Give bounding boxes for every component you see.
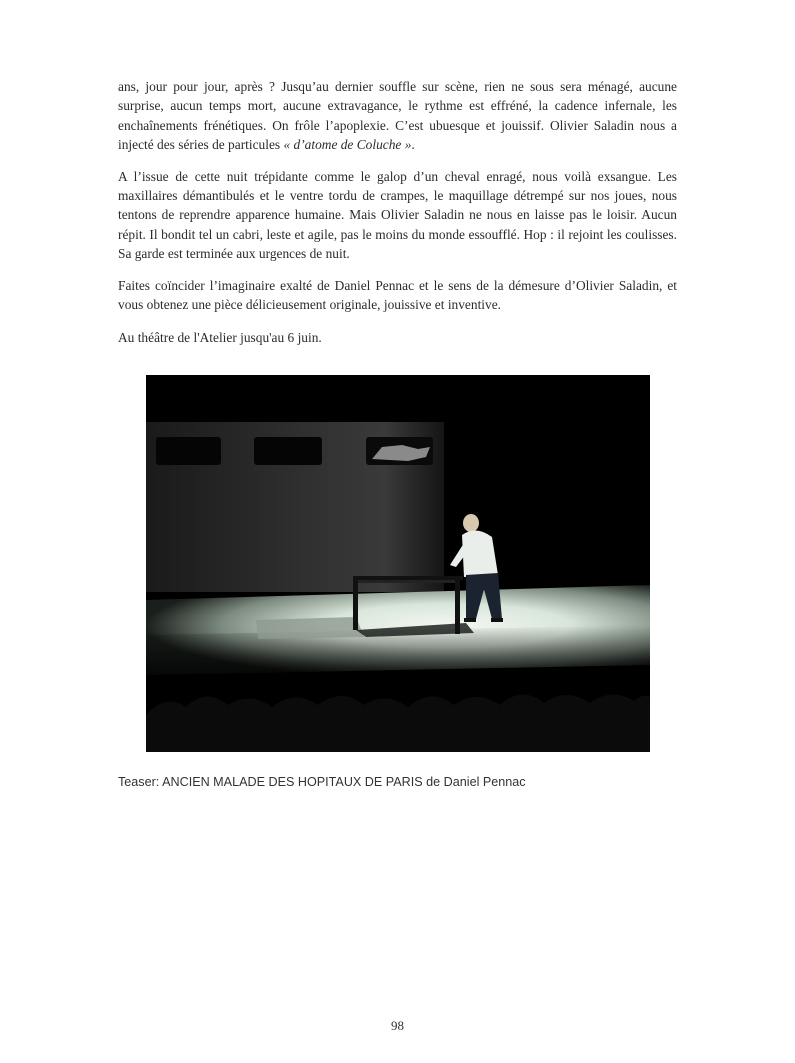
paragraph-2: A l’issue de cette nuit trépidante comme le galop d’un cheval enragé, nous voilà exsangue. Les maxillaires démantibulés et le ventre tordu de crampes, le maquillage détrempé sur nos joues, nous tentons de reprendre apparence humaine. Mais Olivier Saladin ne nous en laisse pas le loisir. Aucun répit. Il bondit tel un cabri, leste et agile, pas le moins du monde essoufflé. Hop : il rejoint les coulisses. Sa garde est terminée aux urgences de nuit.: [118, 168, 677, 262]
coluche-quote: « d’atome de Coluche »: [283, 137, 412, 153]
paragraph-1-text: ans, jour pour jour, après ? Jusqu’au dernier souffle sur scène, rien ne sous sera ménagé, aucune surprise, aucun temps mort, aucune extravagance, le rythme est effréné, la cadence infernale, les enchaînements frénétiques. On frôle l’apoplexie. C’est ubuesque et jouissif. Olivier Saladin nous a injecté des séries de particules: [118, 79, 677, 153]
paragraph-4: Au théâtre de l'Atelier jusqu'au 6 juin.: [118, 330, 322, 346]
wall-window-1: [156, 437, 221, 465]
paragraph-3: Faites coïncider l’imaginaire exalté de Daniel Pennac et le sens de la démesure d’Olivier Saladin, et vous obtenez une pièce délicieusement originale, jouissive et inventive.: [118, 277, 677, 313]
paragraph-1-end: .: [411, 137, 415, 153]
stage-photo: [146, 375, 650, 752]
wall-window-2: [254, 437, 322, 465]
audience-silhouettes: [146, 694, 650, 752]
article-body: [118, 77, 677, 360]
photo-caption: Teaser: ANCIEN MALADE DES HOPITAUX DE PARIS de Daniel Pennac: [118, 775, 526, 789]
stage-scene-illustration: [146, 375, 650, 752]
trapdoor: [256, 617, 364, 639]
paragraph-1: [118, 77, 677, 155]
page-number: 98: [391, 1018, 404, 1033]
